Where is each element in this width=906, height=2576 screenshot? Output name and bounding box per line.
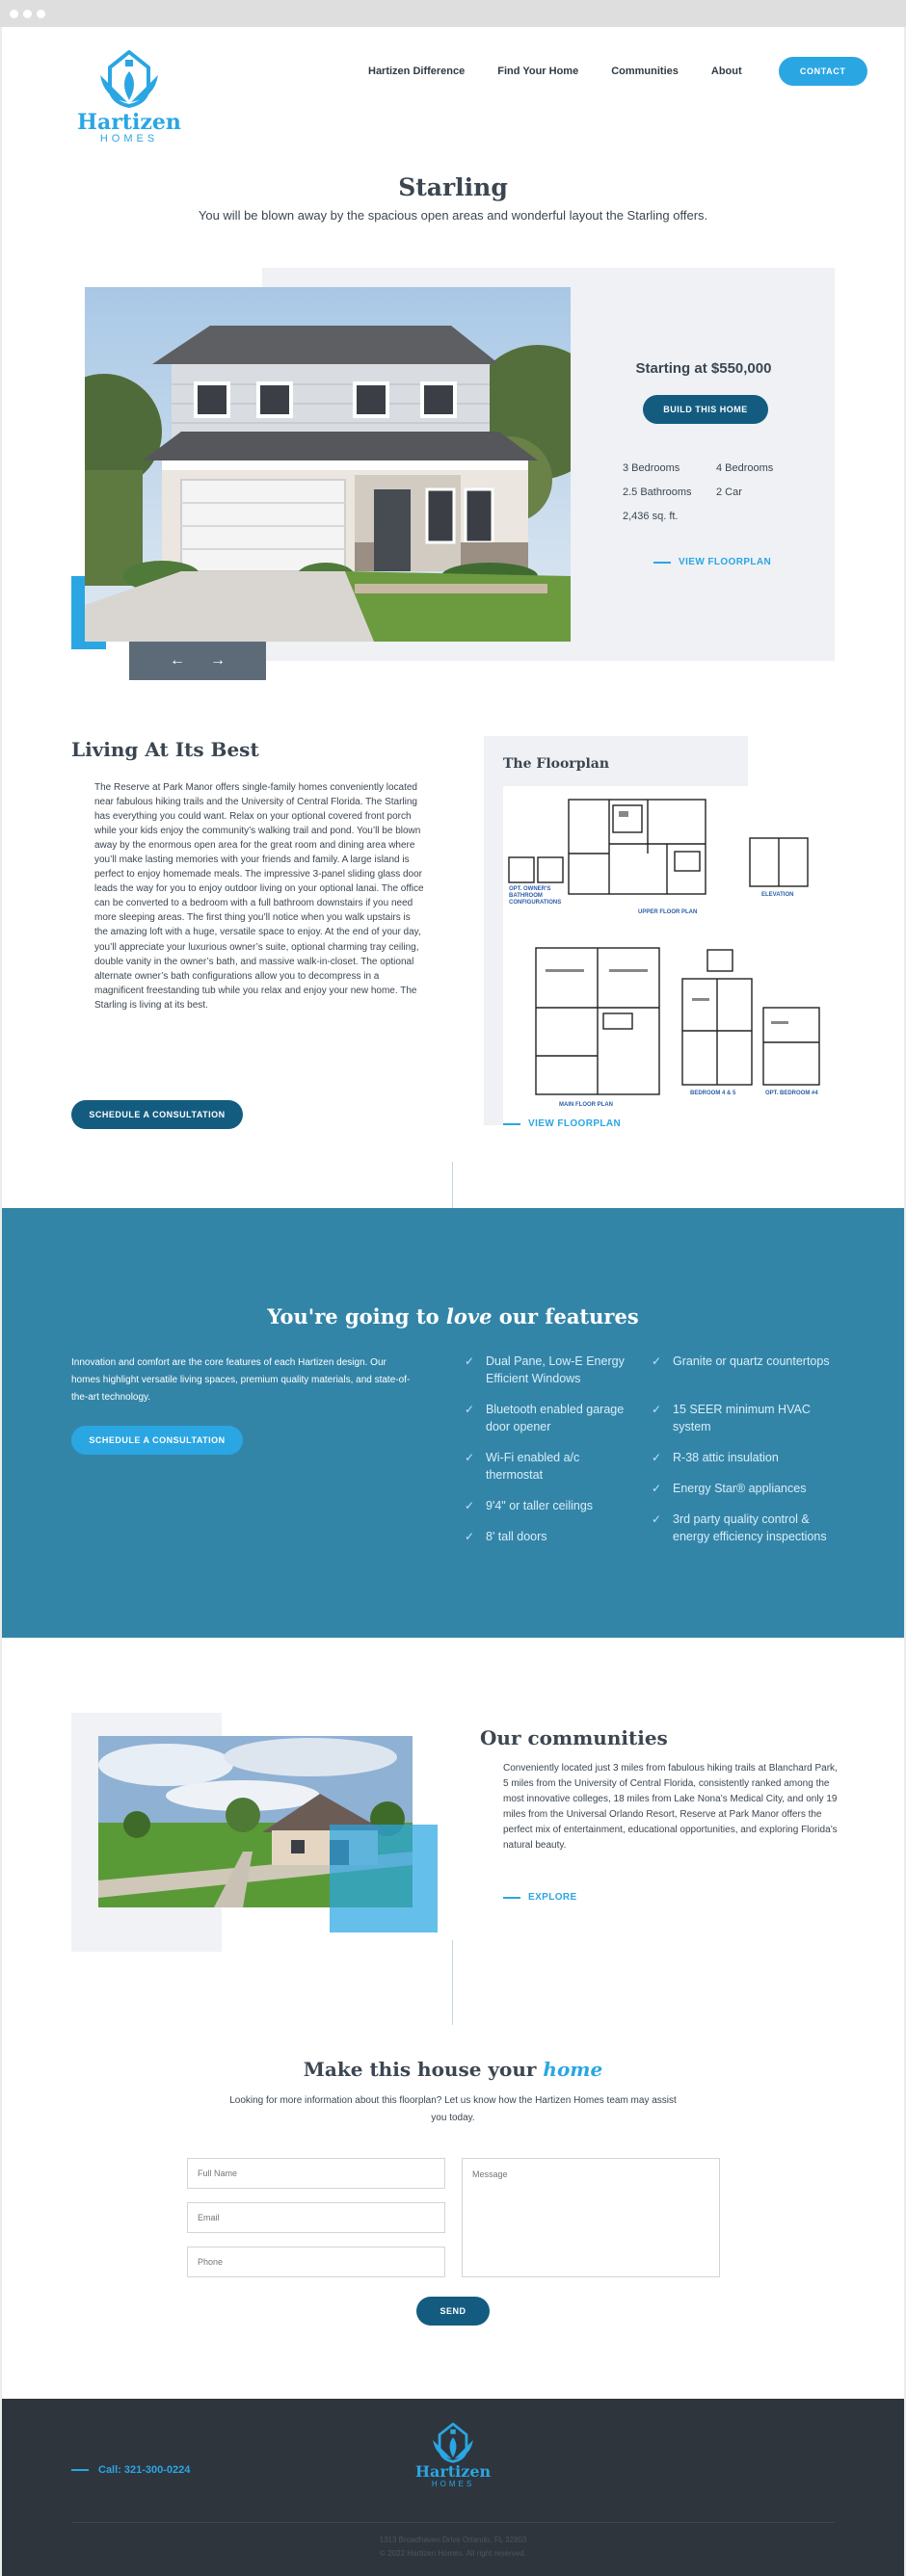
check-icon: ✓ (465, 1451, 475, 1464)
lotus-house-logo-icon (94, 46, 164, 110)
feature-item: ✓ Granite or quartz countertops (652, 1354, 830, 1368)
check-icon: ✓ (465, 1499, 475, 1512)
features-consultation-button[interactable]: SCHEDULE A CONSULTATION (71, 1426, 243, 1455)
view-floorplan-link-secondary[interactable] (503, 1118, 621, 1129)
message-field[interactable] (462, 2158, 720, 2277)
feature-item: ✓ Wi-Fi enabled a/c thermostat (465, 1451, 580, 1482)
footer-logo[interactable] (395, 2420, 511, 2489)
check-icon: ✓ (652, 1512, 662, 1526)
feature-item: ✓ 9'4" or taller ceilings (465, 1499, 594, 1512)
features-title-before: You're going to (267, 1304, 446, 1328)
living-title: Living At Its Best (71, 738, 259, 761)
lotus-house-logo-icon (428, 2420, 478, 2464)
nav-communities[interactable]: Communities (611, 66, 679, 77)
spec-bedrooms-alt: 4 Bedrooms (716, 462, 774, 474)
email-field[interactable] (187, 2202, 445, 2233)
nav-about[interactable]: About (710, 66, 742, 77)
footer-brand-name: Hartizen (414, 2462, 492, 2481)
footer-divider (71, 2522, 835, 2523)
site-logo[interactable] (71, 46, 187, 162)
brand-name: Hartizen (77, 110, 181, 135)
features-section (2, 1208, 904, 1638)
window-dot-icon[interactable] (23, 10, 32, 18)
link-line (503, 1123, 520, 1125)
nav-hartizen-difference[interactable]: Hartizen Difference (368, 66, 466, 77)
decorative-accent (330, 1825, 438, 1932)
footer-phone: Call: 321-300-0224 (98, 2464, 191, 2476)
features-title-love: love (445, 1304, 493, 1328)
build-this-home-button[interactable]: BUILD THIS HOME (643, 395, 768, 424)
communities-title: Our communities (480, 1726, 668, 1749)
footer-brand-sub: HOMES (431, 2480, 475, 2488)
site-footer (2, 2399, 904, 2576)
contact-subtitle: Looking for more information about this floorplan? Let us know how the Hartizen Homes team may assist you today. (229, 2095, 677, 2123)
footer-phone-link[interactable] (71, 2464, 190, 2476)
floorplan-label-opt-bedroom: OPT. BEDROOM #4 (765, 1091, 818, 1096)
feature-item: ✓ R-38 attic insulation (652, 1451, 779, 1464)
price-text: Starting at $550,000 (635, 360, 772, 377)
spec-garage: 2 Car (716, 486, 742, 498)
floorplan-label-elevation: ELEVATION (761, 892, 794, 898)
divider-line (452, 1162, 453, 1208)
contact-title-before: Make this house your (303, 2058, 544, 2081)
check-icon: ✓ (465, 1403, 475, 1416)
living-description: The Reserve at Park Manor offers single-family homes conveniently located near fabulous hiking trails and the University of Central Florida. The Starling has everything you could want. Relax on your optional covered front porch while your kids enjoy the community’s walking trail and pond. You’ll be blown away by the enormous open area for the great room and dining area where you’ll make lasting memories with your friends and family. A large island is perfect to enjoy homemade meals. The impressive 3-panel sliding glass door leads the way for you to enjoy outdoor living on your optional lanai. The office can be converted to a bedroom with a full bathroom downstairs if you need more sleeping areas. The first thing you’ll notice when you walk upstairs is the amazing loft with a huge, versatile space to enjoy. At the end of your day, you’ll appreciate your luxurious owner’s suite, optional charming tray ceiling, double vanity in the owner’s bath, and massive walk-in-closet. The optional alternate owner’s bath configurations allow you to decompress in a magnificent freestanding tub while you relax and enjoy your new home. The Starling is living at its best. (94, 782, 424, 1011)
arrow-left-icon[interactable]: ← (170, 652, 185, 669)
view-floorplan-link[interactable] (653, 557, 771, 567)
check-icon: ✓ (465, 1530, 475, 1543)
page-subtitle: You will be blown away by the spacious open areas and wonderful layout the Starling offers. (198, 208, 708, 223)
spec-bedrooms: 3 Bedrooms (623, 462, 680, 474)
check-icon: ✓ (652, 1451, 662, 1464)
divider-line (452, 1940, 453, 2025)
full-name-field[interactable] (187, 2158, 445, 2189)
link-line (503, 1897, 520, 1899)
feature-item: ✓ 3rd party quality control & energy efficiency inspections (652, 1512, 827, 1543)
feature-item: ✓ 15 SEER minimum HVAC system (652, 1403, 811, 1433)
window-dot-icon[interactable] (10, 10, 18, 18)
check-icon: ✓ (652, 1354, 662, 1368)
floorplan-label-main: MAIN FLOOR PLAN (559, 1102, 613, 1108)
browser-chrome (0, 0, 906, 27)
contact-title-home: home (543, 2058, 603, 2081)
link-line (71, 2469, 89, 2471)
features-title-after: our features (492, 1304, 639, 1328)
floorplan-label-upper: UPPER FLOOR PLAN (638, 909, 698, 915)
explore-label: EXPLORE (528, 1892, 577, 1903)
feature-item: ✓ 8' tall doors (465, 1530, 547, 1543)
spec-sqft: 2,436 sq. ft. (623, 511, 679, 522)
check-icon: ✓ (465, 1354, 475, 1368)
features-description: Innovation and comfort are the core features of each Hartizen design. Our homes highlight versatile living spaces, premium quality materials, and state-of-the-art technology. (71, 1357, 411, 1403)
arrow-right-icon[interactable]: → (210, 652, 226, 669)
footer-address: 1313 Broadhaven Drive Orlando, FL 32803 (379, 2536, 527, 2544)
view-floorplan-label: VIEW FLOORPLAN (679, 557, 772, 567)
page (2, 27, 904, 2576)
page-title: Starling (398, 173, 508, 201)
link-line (653, 562, 671, 564)
phone-field[interactable] (187, 2247, 445, 2277)
contact-button[interactable]: CONTACT (779, 57, 867, 86)
feature-item: ✓ Bluetooth enabled garage door opener (465, 1403, 625, 1433)
floorplan-label-bedroom: BEDROOM 4 & 5 (690, 1091, 736, 1096)
floorplan-label-opt-bath: OPT. OWNER'S BATHROOM CONFIGURATIONS (509, 886, 562, 906)
check-icon: ✓ (652, 1403, 662, 1416)
brand-sub: HOMES (99, 133, 159, 145)
main-nav (368, 56, 867, 87)
feature-item: ✓ Dual Pane, Low-E Energy Efficient Windows (465, 1354, 625, 1385)
explore-link[interactable] (503, 1892, 577, 1903)
contact-title (2, 2058, 904, 2081)
spec-bathrooms: 2.5 Bathrooms (623, 486, 692, 498)
nav-find-your-home[interactable]: Find Your Home (497, 66, 579, 77)
floorplan-title: The Floorplan (503, 756, 610, 772)
check-icon: ✓ (652, 1482, 662, 1495)
communities-description: Conveniently located just 3 miles from fabulous hiking trails at Blanchard Park, 5 miles from the University of Central Florida, consistently ranked among the most innovative colleges, 18 miles from Lake Nona’s Medical City, and only 19 miles from the Universal Orlando Resort, Reserve at Park Manor offers the perfect mix of entertainment, educational opportunities, and exploring Florida’s natural beauty. (503, 1763, 838, 1851)
carousel-controls (129, 642, 266, 680)
features-title (2, 1304, 904, 1328)
floorplan-image[interactable] (503, 786, 829, 1131)
view-floorplan-label-secondary: VIEW FLOORPLAN (528, 1118, 622, 1129)
home-photo (85, 287, 571, 642)
footer-copyright: © 2022 Hartizen Homes. All right reserved. (380, 2549, 526, 2558)
schedule-consultation-button[interactable]: SCHEDULE A CONSULTATION (71, 1100, 243, 1129)
window-dot-icon[interactable] (37, 10, 45, 18)
feature-item: ✓ Energy Star® appliances (652, 1482, 807, 1495)
send-button[interactable]: SEND (416, 2297, 490, 2326)
